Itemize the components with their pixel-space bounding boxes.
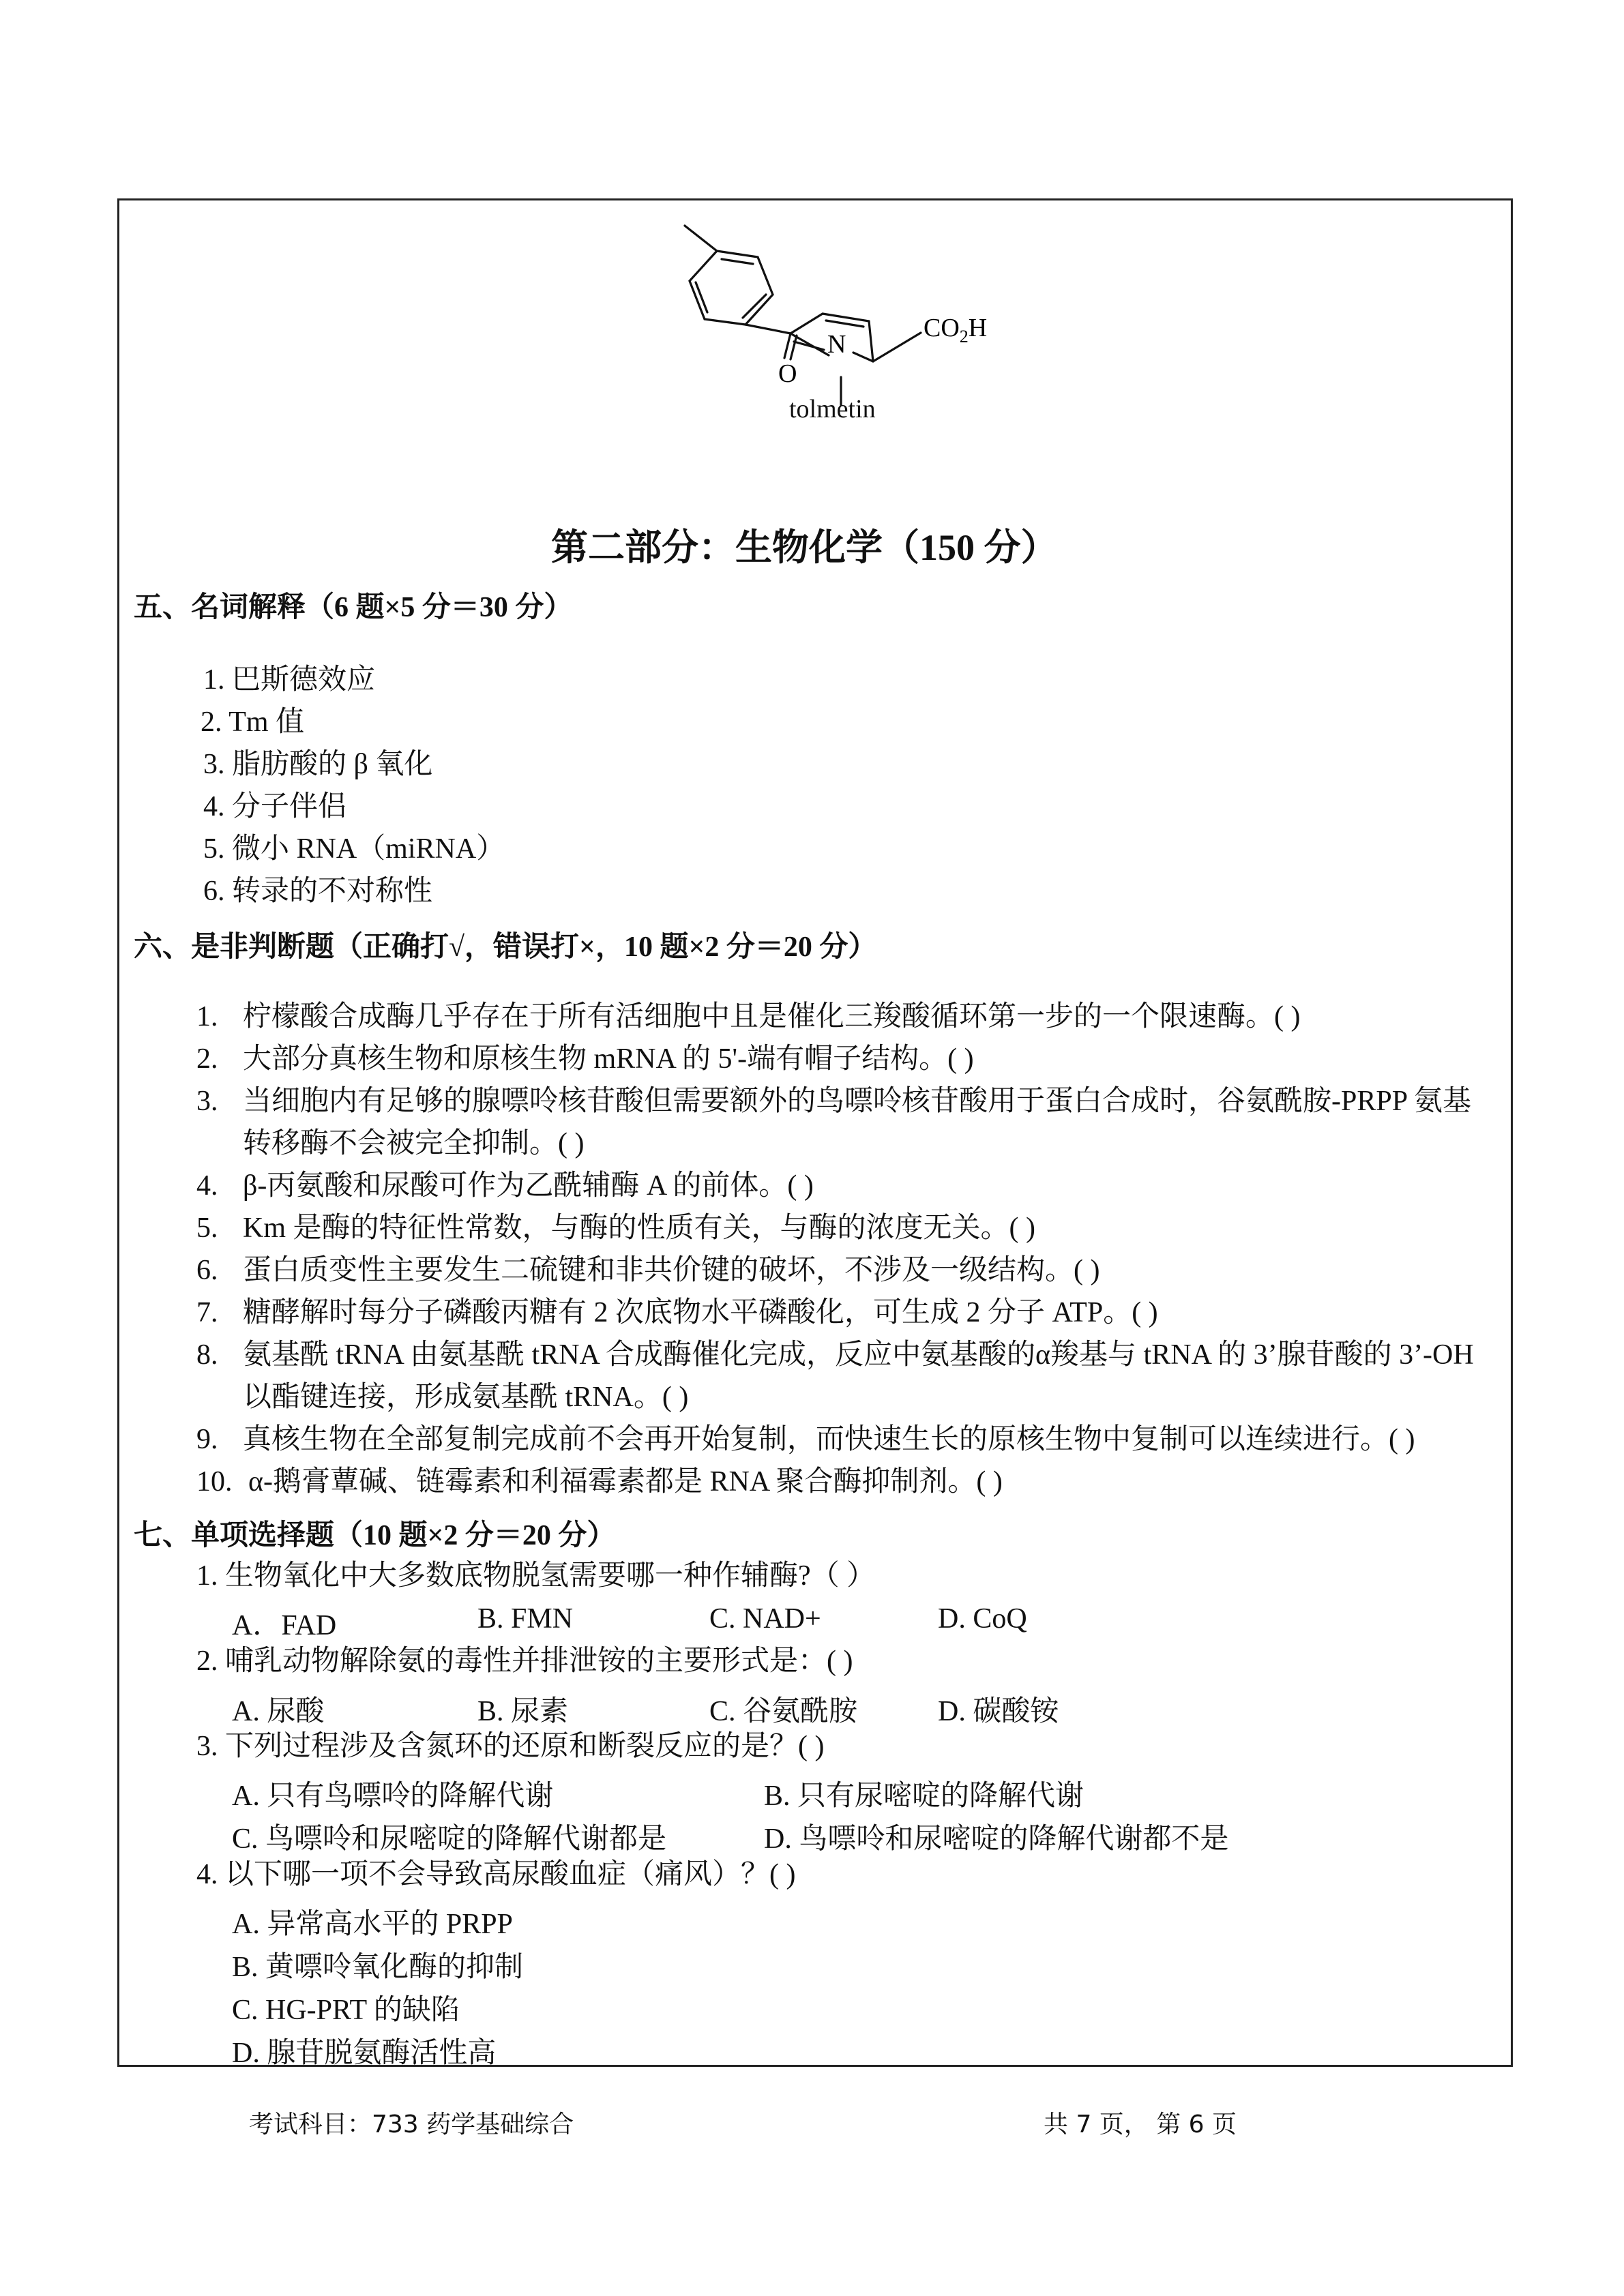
judgement-item [191, 1249, 1501, 1292]
option-c: C. 谷氨酰胺 [709, 1696, 858, 1727]
item-number: 8. [196, 1339, 218, 1371]
term-item: 5. 微小 RNA（miRNA） [203, 833, 505, 865]
option-b: B. 黄嘌呤氧化酶的抑制 [232, 1952, 524, 1983]
option-d: D. 碳酸铵 [938, 1696, 1059, 1727]
option-a: A．FAD [232, 1610, 337, 1641]
item-text: 蛋白质变性主要发生二硫键和非共价键的破坏，不涉及一级结构。( ) [243, 1255, 1100, 1286]
item-text: 柠檬酸合成酶几乎存在于所有活细胞中且是催化三羧酸循环第一步的一个限速酶。( ) [243, 1001, 1301, 1032]
term-item: 1. 巴斯德效应 [203, 664, 376, 696]
judgement-item [191, 1334, 1501, 1418]
option-c: C. 鸟嘌呤和尿嘧啶的降解代谢都是 [232, 1823, 667, 1855]
option-d: D. CoQ [938, 1603, 1027, 1635]
option-c: C. NAD+ [709, 1603, 821, 1635]
option-d: D. 腺苷脱氨酶活性高 [232, 2038, 497, 2069]
term-item: 6. 转录的不对称性 [203, 876, 433, 907]
option-a: A. 尿酸 [232, 1696, 325, 1727]
item-number: 6. [196, 1255, 218, 1286]
item-text: Km 是酶的特征性常数，与酶的性质有关，与酶的浓度无关。( ) [243, 1212, 1035, 1244]
item-number: 2. [196, 1043, 218, 1075]
judgement-item [191, 1207, 1501, 1249]
judgement-item [191, 1418, 1501, 1461]
item-text: 真核生物在全部复制完成前不会再开始复制，而快速生长的原核生物中复制可以连续进行。( ) [243, 1424, 1415, 1455]
question-stem: 2. 哺乳动物解除氨的毒性并排泄铵的主要形式是：( ) [196, 1645, 853, 1677]
term-item: 4. 分子伴侣 [203, 791, 347, 822]
option-a: A. 只有鸟嘌呤的降解代谢 [232, 1780, 554, 1812]
section5-list [203, 659, 505, 912]
option-a: A. 异常高水平的 PRPP [232, 1909, 513, 1940]
carboxyl-subscript: 2 [959, 327, 969, 346]
item-text: 糖酵解时每分子磷酸丙糖有 2 次底物水平磷酸化，可生成 2 分子 ATP。( ) [243, 1297, 1158, 1328]
judgement-item [191, 1292, 1501, 1334]
option-b: B. 只有尿嘧啶的降解代谢 [764, 1780, 1084, 1812]
carboxyl-h: H [968, 314, 988, 342]
item-text: β-丙氨酸和尿酸可作为乙酰辅酶 A 的前体。( ) [243, 1170, 814, 1202]
item-number: 1. [196, 1001, 218, 1032]
judgement-item [191, 1461, 1501, 1503]
item-number: 9. [196, 1424, 218, 1455]
footer-page-count: 共 7 页， 第 6 页 [1044, 2111, 1237, 2138]
nitrogen-label: N [827, 330, 846, 359]
oxygen-label: O [778, 359, 797, 388]
item-number: 4. [196, 1170, 218, 1202]
question-stem: 1. 生物氧化中大多数底物脱氢需要哪一种作辅酶?（ ） [196, 1560, 876, 1592]
option-d: D. 鸟嘌呤和尿嘧啶的降解代谢都不是 [764, 1823, 1229, 1855]
item-text: α-鹅膏蕈碱、链霉素和利福霉素都是 RNA 聚合酶抑制剂。( ) [248, 1466, 1003, 1497]
item-number: 3. [196, 1086, 218, 1117]
carboxyl-label [924, 314, 987, 346]
section6-heading: 六、是非判断题（正确打√，错误打×，10 题×2 分＝20 分） [134, 931, 877, 963]
carboxyl-co: CO [924, 314, 960, 342]
item-text-cont: 转移酶不会被完全抑制。( ) [243, 1128, 585, 1159]
section5-heading: 五、名词解释（6 题×5 分＝30 分） [134, 592, 573, 623]
section7-heading: 七、单项选择题（10 题×2 分＝20 分） [134, 1520, 616, 1551]
item-number: 10. [196, 1466, 233, 1497]
footer-subject: 考试科目：733 药学基础综合 [249, 2111, 574, 2138]
question-stem: 4. 以下哪一项不会导致高尿酸血症（痛风）？( ) [196, 1859, 796, 1890]
item-number: 7. [196, 1297, 218, 1328]
judgement-item [191, 996, 1501, 1038]
item-text-cont: 以酯键连接，形成氨基酰 tRNA。( ) [243, 1382, 689, 1413]
part-title: 第二部分：生物化学（150 分） [551, 527, 1058, 568]
option-b: B. 尿素 [477, 1696, 569, 1727]
option-c: C. HG-PRT 的缺陷 [232, 1995, 460, 2026]
judgement-item [191, 1038, 1501, 1080]
term-item: 3. 脂肪酸的 β 氧化 [203, 749, 433, 780]
structure-name: tolmetin [789, 395, 876, 423]
item-text: 大部分真核生物和原核生物 mRNA 的 5'-端有帽子结构。( ) [243, 1043, 974, 1075]
item-number: 5. [196, 1212, 218, 1244]
judgement-item [191, 1165, 1501, 1207]
term-item: 2. Tm 值 [201, 706, 305, 738]
item-text: 氨基酰 tRNA 由氨基酰 tRNA 合成酶催化完成，反应中氨基酸的α羧基与 tRNA 的 3’腺苷酸的 3’-OH [243, 1339, 1474, 1371]
section6-list [191, 996, 1501, 1503]
question-stem: 3. 下列过程涉及含氮环的还原和断裂反应的是？( ) [196, 1731, 825, 1762]
option-b: B. FMN [477, 1603, 574, 1635]
judgement-item [191, 1080, 1501, 1165]
item-text: 当细胞内有足够的腺嘌呤核苷酸但需要额外的鸟嘌呤核苷酸用于蛋白合成时，谷氨酰胺-PRPP 氨基 [243, 1086, 1472, 1117]
